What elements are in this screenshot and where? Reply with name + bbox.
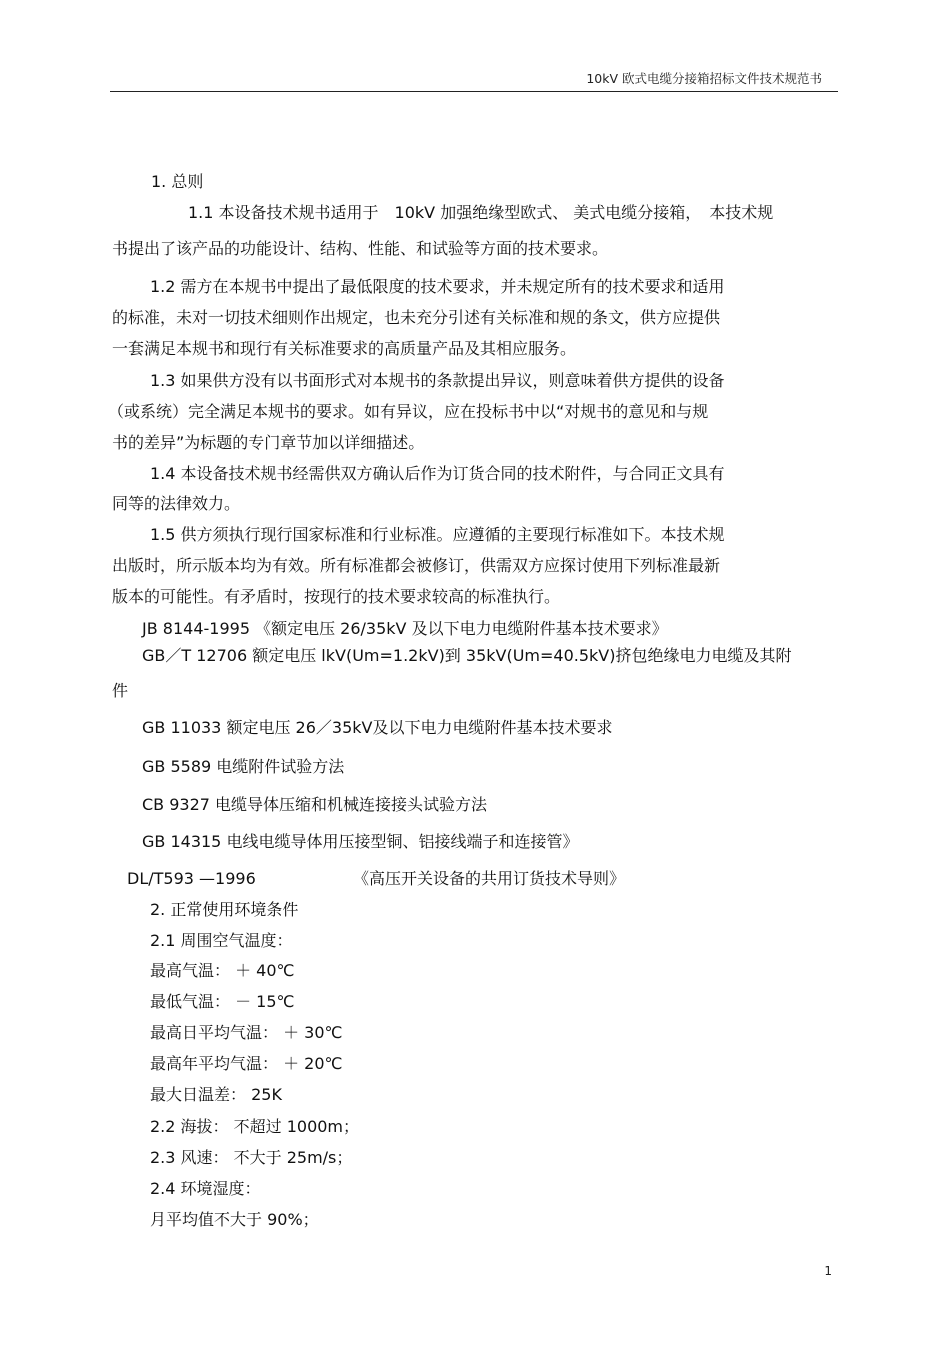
- paragraph-1-2-line-1: 1.2 需方在本规书中提出了最低限度的技术要求，并未规定所有的技术要求和适用: [150, 277, 725, 296]
- env-item: 月平均值不大于 90%；: [150, 1210, 319, 1229]
- paragraph-1-1-line-1: 1.1 本设备技术规书适用于 10kV 加强绝缘型欧式、 美式电缆分接箱， 本技术规: [188, 203, 774, 222]
- env-item: 2.3 风速： 不大于 25m/s；: [150, 1148, 353, 1167]
- standard-jb-8144: JB 8144-1995 《额定电压 26/35kV 及以下电力电缆附件基本技术要求》: [142, 619, 668, 638]
- paragraph-1-5-line-3: 版本的可能性。有矛盾时，按现行的技术要求较高的标准执行。: [112, 587, 561, 606]
- paragraph-1-2-line-2: 的标准，未对一切技术细则作出规定，也未充分引述有关标准和规的条文，供方应提供: [112, 308, 721, 327]
- env-item: 最低气温： － 15℃: [150, 992, 295, 1011]
- paragraph-1-2-line-3: 一套满足本规书和现行有关标准要求的高质量产品及其相应服务。: [112, 339, 577, 358]
- standard-gb-5589: GB 5589 电缆附件试验方法: [142, 757, 345, 776]
- paragraph-1-5-line-1: 1.5 供方须执行现行国家标准和行业标准。应遵循的主要现行标准如下。本技术规: [150, 525, 725, 544]
- env-item: 2.1 周围空气温度：: [150, 931, 293, 950]
- page-number: 1: [824, 1264, 832, 1278]
- env-item: 2.2 海拔： 不超过 1000m；: [150, 1117, 360, 1136]
- section-1-heading: 1. 总则: [151, 172, 204, 191]
- env-item: 最高日平均气温： ＋ 30℃: [150, 1023, 343, 1042]
- standard-gb-11033: GB 11033 额定电压 26／35kV及以下电力电缆附件基本技术要求: [142, 718, 613, 737]
- env-item: 最高气温： ＋ 40℃: [150, 961, 295, 980]
- section-2-heading: 2. 正常使用环境条件: [150, 900, 299, 919]
- standard-gb-14315: GB 14315 电线电缆导体用压接型铜、铝接线端子和连接管》: [142, 832, 579, 851]
- paragraph-1-3-line-3: 书的差异”为标题的专门章节加以详细描述。: [112, 433, 425, 452]
- header-title: 10kV 欧式电缆分接箱招标文件技术规范书: [586, 71, 822, 86]
- paragraph-1-5-line-2: 出版时，所示版本均为有效。所有标准都会被修订，供需双方应探讨使用下列标准最新: [112, 556, 721, 575]
- paragraph-1-1-line-2: 书提出了该产品的功能设计、结构、性能、和试验等方面的技术要求。: [112, 239, 609, 258]
- env-item: 最高年平均气温： ＋ 20℃: [150, 1054, 343, 1073]
- paragraph-1-3-line-1: 1.3 如果供方没有以书面形式对本规书的条款提出异议，则意味着供方提供的设备: [150, 371, 725, 390]
- header-divider: [110, 91, 838, 92]
- standard-cb-9327: CB 9327 电缆导体压缩和机械连接接头试验方法: [142, 795, 488, 814]
- paragraph-1-4-line-2: 同等的法律效力。: [112, 494, 241, 513]
- env-item: 最大日温差： 25K: [150, 1085, 282, 1104]
- standard-gb-t-12706-continued: 件: [112, 681, 129, 700]
- paragraph-1-4-line-1: 1.4 本设备技术规书经需供双方确认后作为订货合同的技术附件，与合同正文具有: [150, 464, 725, 483]
- env-item: 2.4 环境湿度：: [150, 1179, 261, 1198]
- standard-dl-t593-title: 《高压开关设备的共用订货技术导则》: [353, 869, 626, 888]
- standard-gb-t-12706: GB／T 12706 额定电压 lkV(Um=1.2kV)到 35kV(Um=40.5kV)挤包绝缘电力电缆及其附: [142, 646, 792, 665]
- paragraph-1-3-line-2: （或系统）完全满足本规书的要求。如有异议，应在投标书中以“对规书的意见和与规: [108, 402, 709, 421]
- standard-dl-t593-code: DL/T593 —1996: [127, 869, 256, 888]
